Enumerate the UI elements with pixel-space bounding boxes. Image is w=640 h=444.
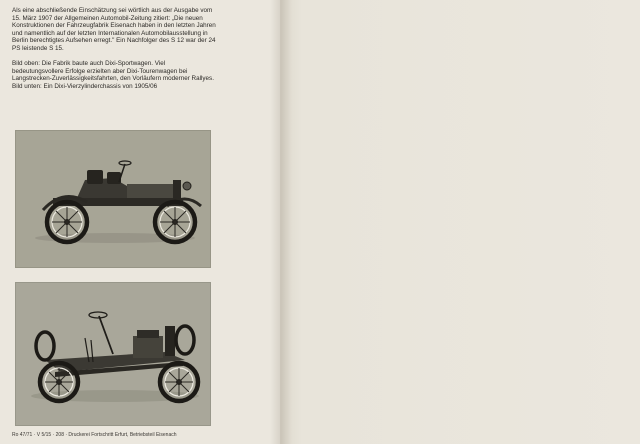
sports-car-illustration <box>15 130 211 268</box>
chassis-photo <box>15 282 211 426</box>
caption-top: Bild oben: Die Fabrik baute auch Dixi-Sportwagen. Viel bedeutungsvollere Erfolge erzielten aber Dixi-Tourenwagen bei Langstrecken-Zuverlässigkeitsfahrten, den Vorläufern moderner Rallyes. <box>12 60 214 83</box>
article-text <box>12 7 218 98</box>
paragraph-quote: Als eine abschließende Einschätzung sei wörtlich aus der Ausgabe vom 15. März 1907 der Allgemeinen Automobil-Zeitung zitiert: „Die neuen Konstruktionen der Fahrzeugfabrik Eisenach haben in den letzten Jahren und namentlich auf der letzten Internationalen Automobilausstellung in Berlin berechtigtes Aufsehen erregt." Ein Nachfolger des S 12 war der 24 PS leistende S 15. <box>12 7 216 52</box>
right-page <box>280 0 640 444</box>
print-imprint: Ro 47/71 · V 5/15 · 208 · Druckerei Fortschritt Erfurt, Betriebsteil Eisenach <box>12 432 177 438</box>
chassis-illustration <box>15 282 211 426</box>
sports-car-photo <box>15 130 211 268</box>
caption-bottom: Bild unten: Ein Dixi-Vierzylinderchassis von 1905/06 <box>12 82 158 90</box>
show-through-text <box>588 52 640 76</box>
page-fold <box>270 0 292 444</box>
